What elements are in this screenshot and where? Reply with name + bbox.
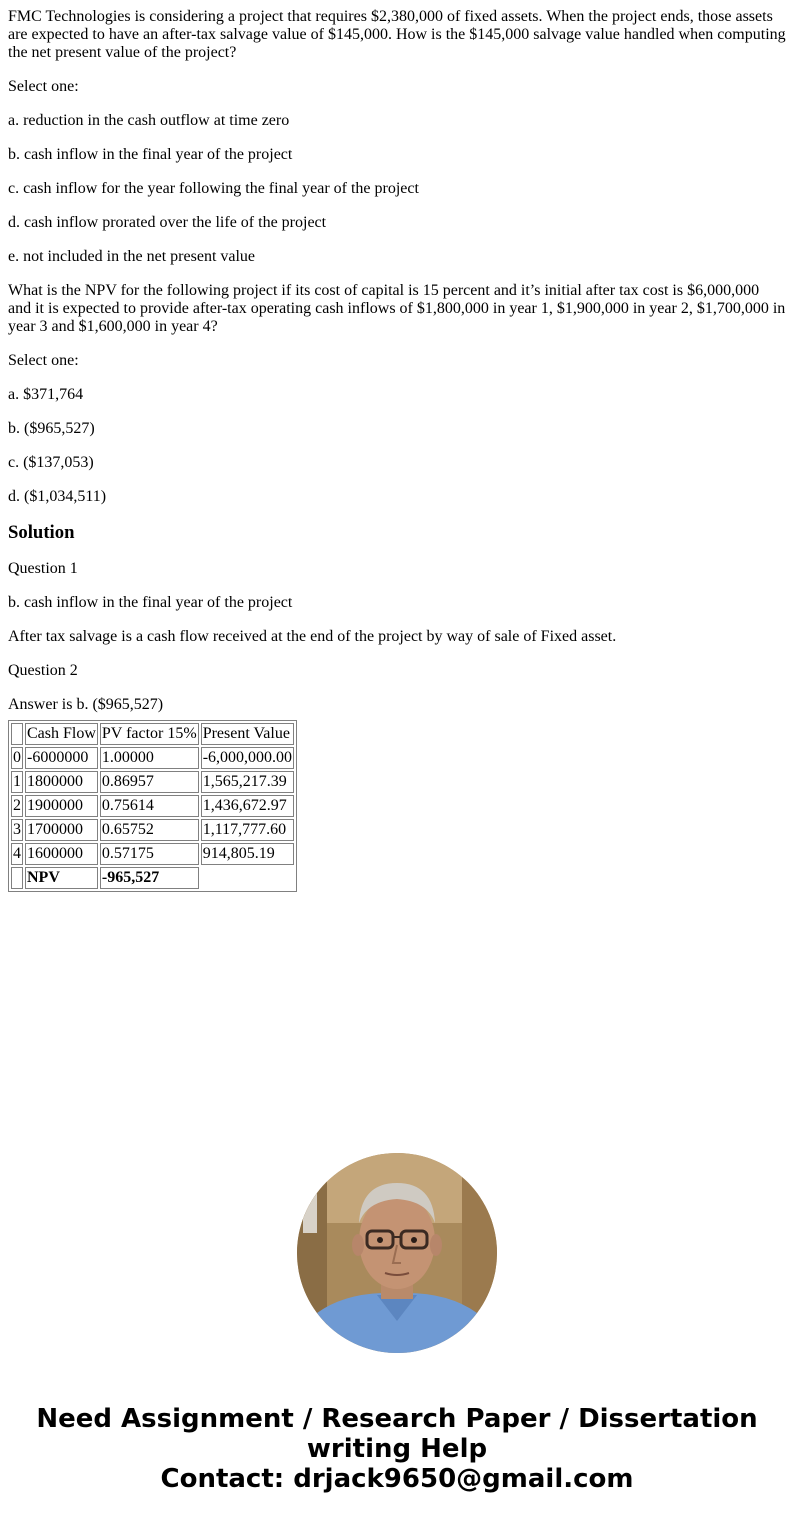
question-1-option-c: c. cash inflow for the year following the final year of the project [8,180,419,197]
table-cell: -6000000 [25,747,98,769]
question-2-text: What is the NPV for the following project if its cost of capital is 15 percent and it’s initial after tax cost is $6,000,000 and it is expected to provide after-tax operating cash inflows of $1,800,000 in year 1, $1,900,000 in year 2, $1,700,000 in year 3 and $1,600,000 in year 4? [8,282,786,335]
question-1-text: FMC Technologies is considering a project that requires $2,380,000 of fixed assets. When the project ends, those assets are expected to have an after-tax salvage value of $145,000. How is the $145,000 salvage value handled when computing the net present value of the project? [8,8,786,61]
table-cell: 0.75614 [100,795,199,817]
table-header-cell: Cash Flow [25,723,98,745]
npv-row [11,867,294,889]
table-cell: 1600000 [25,843,98,865]
footer-banner [0,1404,794,1494]
table-cell [11,867,23,889]
table-cell: 4 [11,843,23,865]
table-row [11,843,294,865]
question-2-select-label: Select one: [8,352,79,369]
table-header-row [11,723,294,745]
table-cell: 1,117,777.60 [201,819,294,841]
footer-line: Need Assignment / Research Paper / Dissertation [36,1404,758,1434]
question-1-option-a: a. reduction in the cash outflow at time zero [8,112,290,129]
table-cell: 1700000 [25,819,98,841]
table-cell: 0.86957 [100,771,199,793]
solution-question-2-label: Question 2 [8,662,78,679]
question-1-option-b: b. cash inflow in the final year of the project [8,146,293,163]
table-cell: 0.65752 [100,819,199,841]
question-1-option-e: e. not included in the net present value [8,248,256,265]
solution-question-2-answer: Answer is b. ($965,527) [8,696,164,713]
question-2-option-c: c. ($137,053) [8,454,94,471]
solution-question-1-label: Question 1 [8,560,78,577]
table-cell: 1 [11,771,23,793]
table-row [11,747,294,769]
solution-question-1-answer: b. cash inflow in the final year of the project [8,594,293,611]
table-cell: 3 [11,819,23,841]
table-cell: 0 [11,747,23,769]
table-cell: 1900000 [25,795,98,817]
solution-heading: Solution [8,522,75,543]
table-cell: 2 [11,795,23,817]
table-cell: 1800000 [25,771,98,793]
npv-table [8,720,297,892]
npv-value: -965,527 [100,867,199,889]
solution-question-1-explanation: After tax salvage is a cash flow received at the end of the project by way of sale of Fixed asset. [8,628,617,645]
question-1-select-label: Select one: [8,78,79,95]
question-2-option-a: a. $371,764 [8,386,84,403]
question-2-option-b: b. ($965,527) [8,420,95,437]
table-header-cell: PV factor 15% [100,723,199,745]
table-cell: 0.57175 [100,843,199,865]
table-cell: 1.00000 [100,747,199,769]
question-2-option-d: d. ($1,034,511) [8,488,107,505]
footer-contact: Contact: drjack9650@gmail.com [160,1464,634,1494]
question-1-option-d: d. cash inflow prorated over the life of the project [8,214,327,231]
table-cell: 1,436,672.97 [201,795,294,817]
table-header-cell: Present Value [201,723,294,745]
avatar-portrait [297,1153,497,1353]
avatar [297,1153,497,1353]
table-row [11,771,294,793]
table-cell: -6,000,000.00 [201,747,294,769]
npv-label: NPV [25,867,98,889]
footer-line: writing Help [306,1434,488,1464]
table-header-cell [11,723,23,745]
table-row [11,819,294,841]
table-cell: 1,565,217.39 [201,771,294,793]
table-cell: 914,805.19 [201,843,294,865]
table-row [11,795,294,817]
table-cell [201,867,294,889]
